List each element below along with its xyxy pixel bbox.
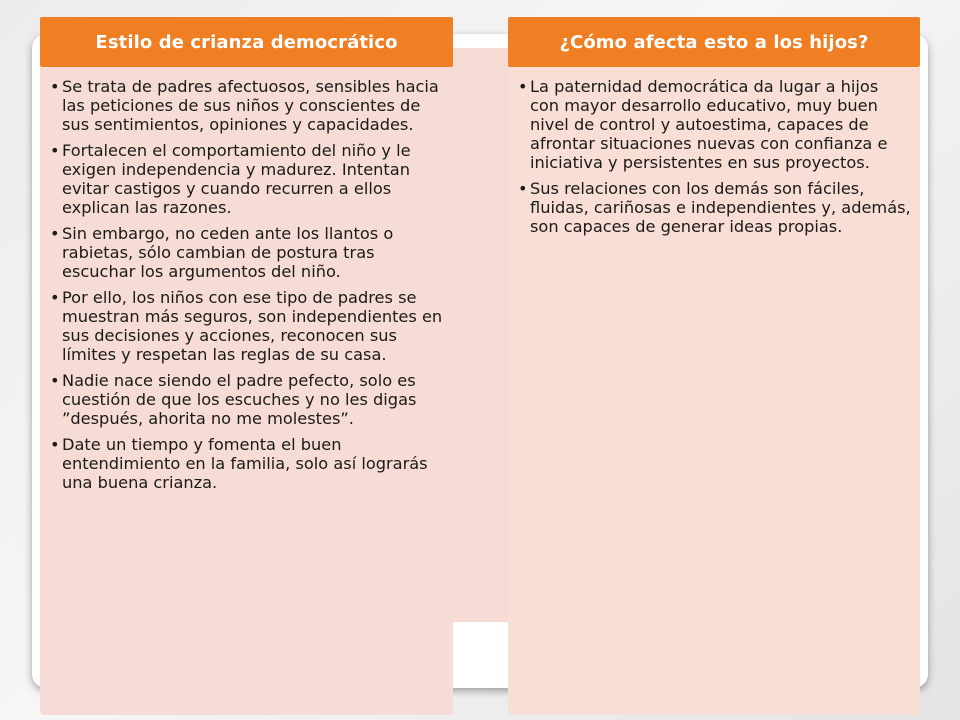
list-item — [48, 77, 444, 134]
right-column-title: ¿Cómo afecta esto a los hijos? — [508, 17, 920, 67]
list-item — [48, 224, 444, 281]
right-column-body — [508, 67, 920, 715]
bullet-icon: • — [50, 141, 60, 160]
bullet-icon: • — [518, 77, 528, 96]
left-column-title: Estilo de crianza democrático — [40, 17, 453, 67]
list-item-text: Nadie nace siendo el padre pefecto, solo es cuestión de que los escuches y no les digas ”después, ahorita no me molestes”. — [62, 371, 417, 428]
list-item — [516, 77, 911, 172]
left-column — [40, 17, 453, 715]
bullet-icon: • — [50, 288, 60, 307]
list-item — [516, 179, 911, 236]
left-column-body — [40, 67, 453, 715]
bullet-icon: • — [50, 435, 60, 454]
list-item-text: La paternidad democrática da lugar a hijos con mayor desarrollo educativo, muy buen nivel de control y autoestima, capaces de afrontar situaciones nuevas con confianza e iniciativa y persistentes en sus proyectos. — [530, 77, 888, 172]
bullet-icon: • — [50, 77, 60, 96]
list-item — [48, 288, 444, 364]
list-item-text: Sin embargo, no ceden ante los llantos o rabietas, sólo cambian de postura tras escuchar los argumentos del niño. — [62, 224, 394, 281]
list-item-text: Sus relaciones con los demás son fáciles, fluidas, cariñosas e independientes y, además, son capaces de generar ideas propias. — [530, 179, 911, 236]
list-item-text: Date un tiempo y fomenta el buen entendimiento en la familia, solo así lograrás una buena crianza. — [62, 435, 428, 492]
list-item — [48, 141, 444, 217]
list-item — [48, 371, 444, 428]
list-item-text: Se trata de padres afectuosos, sensibles hacia las peticiones de sus niños y conscientes de sus sentimientos, opiniones y capacidades. — [62, 77, 439, 134]
right-column — [508, 17, 920, 715]
list-item — [48, 435, 444, 492]
list-item-text: Fortalecen el comportamiento del niño y le exigen independencia y madurez. Intentan evitar castigos y cuando recurren a ellos explican las razones. — [62, 141, 411, 217]
list-item-text: Por ello, los niños con ese tipo de padres se muestran más seguros, son independientes en sus decisiones y acciones, reconocen sus límites y respetan las reglas de su casa. — [62, 288, 443, 364]
bullet-icon: • — [518, 179, 528, 198]
bullet-icon: • — [50, 224, 60, 243]
bullet-icon: • — [50, 371, 60, 390]
